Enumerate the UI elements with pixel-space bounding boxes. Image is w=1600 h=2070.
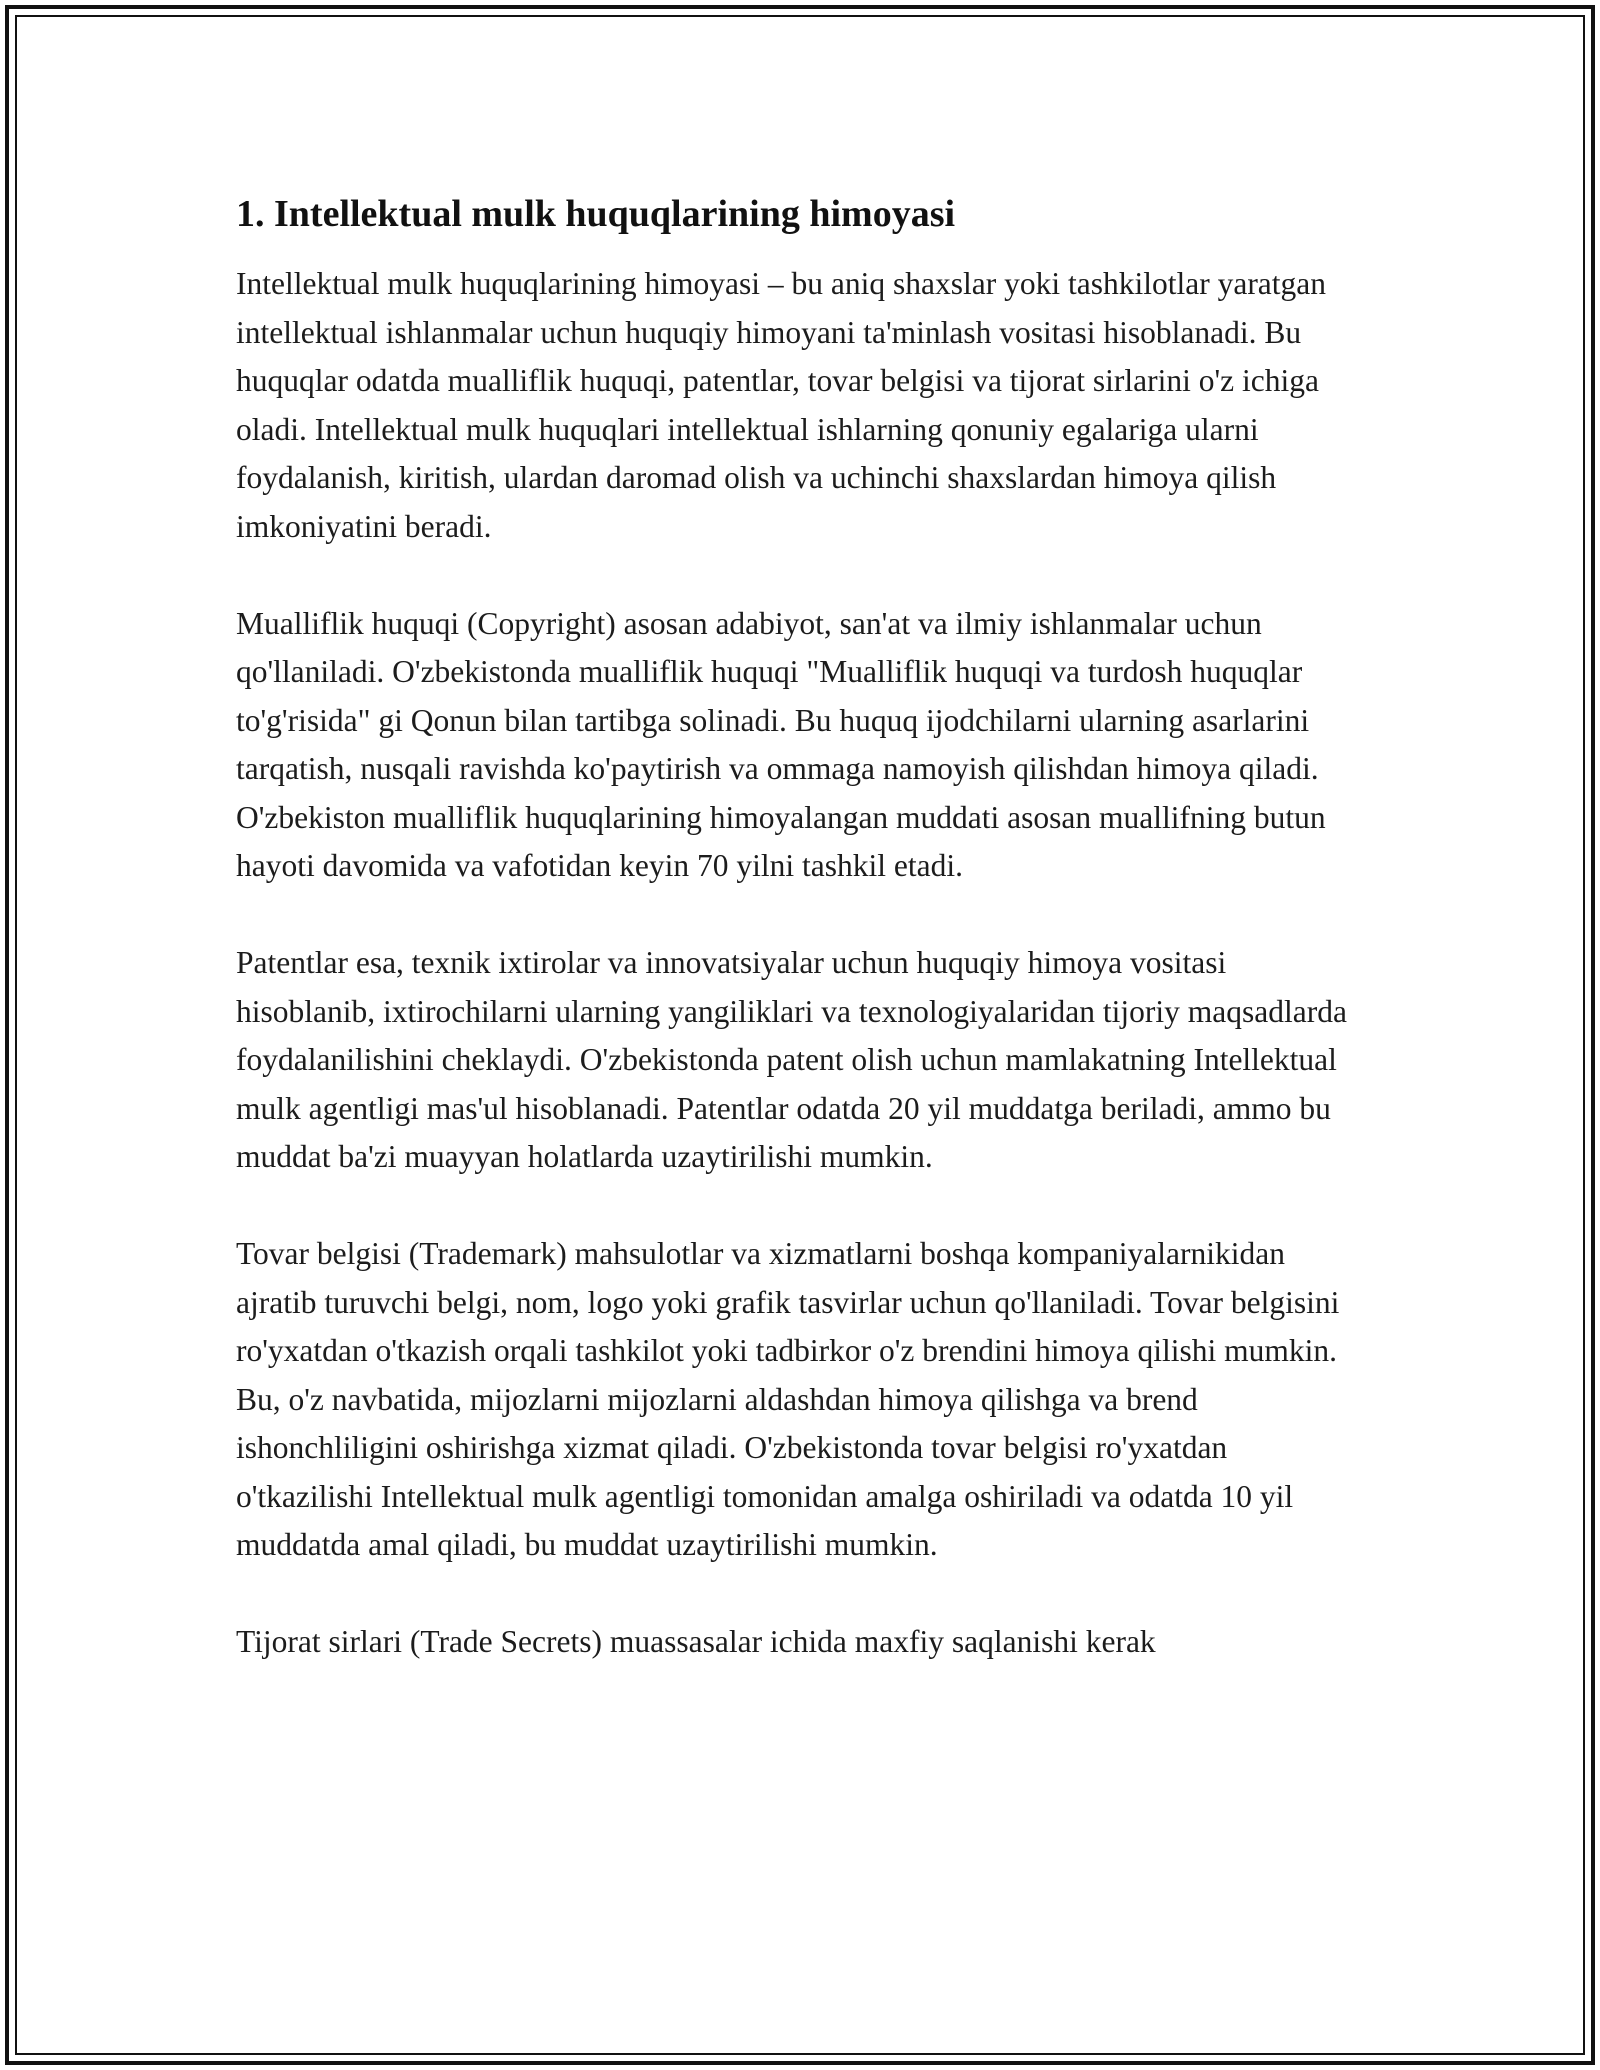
paragraph-trademark: Tovar belgisi (Trademark) mahsulotlar va xizmatlarni boshqa kompaniyalarnikidan ajratib turuvchi belgi, nom, logo yoki grafik tasvirlar uchun qo'llaniladi. Tovar belgisini ro'yxatdan o'tkazish orqali tashkilot yoki tadbirkor o'z brendini himoya qilishi mumkin. Bu, o'z navbatida, mijozlarni mijozlarni aldashdan himoya qilishga va brend ishonchliligini oshirishga xizmat qiladi. O'zbekistonda tovar belgisi ro'yxatdan o'tkazilishi Intellektual mulk agentligi tomonidan amalga oshiriladi va odatda 10 yil muddatda amal qiladi, bu muddat uzaytirilishi mumkin. (236, 1236, 1340, 1562)
paragraph-patents: Patentlar esa, texnik ixtirolar va innovatsiyalar uchun huquqiy himoya vositasi hisoblanib, ixtirochilarni ularning yangiliklari va texnologiyalaridan tijoriy maqsadlarda foydalanilishini cheklaydi. O'zbekistonda patent olish uchun mamlakatning Intellektual mulk agentligi mas'ul hisoblanadi. Patentlar odatda 20 yil muddatga beriladi, ammo bu muddat ba'zi muayyan holatlarda uzaytirilishi mumkin. (236, 945, 1347, 1174)
paragraph-intro: Intellektual mulk huquqlarining himoyasi – bu aniq shaxslar yoki tashkilotlar yaratgan intellektual ishlanmalar uchun huquqiy himoyani ta'minlash vositasi hisoblanadi. Bu huquqlar odatda mualliflik huquqi, patentlar, tovar belgisi va tijorat sirlarini o'z ichiga oladi. Intellektual mulk huquqlari intellektual ishlarning qonuniy egalariga ularni foydalanish, kiritish, ulardan daromad olish va uchinchi shaxslardan himoya qilish imkoniyatini beradi. (236, 266, 1327, 544)
document-body (236, 190, 1366, 1667)
section-heading: 1. Intellektual mulk huquqlarining himoyasi (236, 193, 956, 235)
paragraph-trade-secrets: Tijorat sirlari (Trade Secrets) muassasalar ichida maxfiy saqlanishi kerak (236, 1624, 1156, 1659)
paragraph-copyright: Mualliflik huquqi (Copyright) asosan adabiyot, san'at va ilmiy ishlanmalar uchun qo'llaniladi. O'zbekistonda mualliflik huquqi "Mualliflik huquqi va turdosh huquqlar to'g'risida" gi Qonun bilan tartibga solinadi. Bu huquq ijodchilarni ularning asarlarini tarqatish, nusqali ravishda ko'paytirish va ommaga namoyish qilishdan himoya qiladi. O'zbekiston mualliflik huquqlarining himoyalangan muddati asosan muallifning butun hayoti davomida va vafotidan keyin 70 yilni tashkil etadi. (236, 605, 1326, 883)
